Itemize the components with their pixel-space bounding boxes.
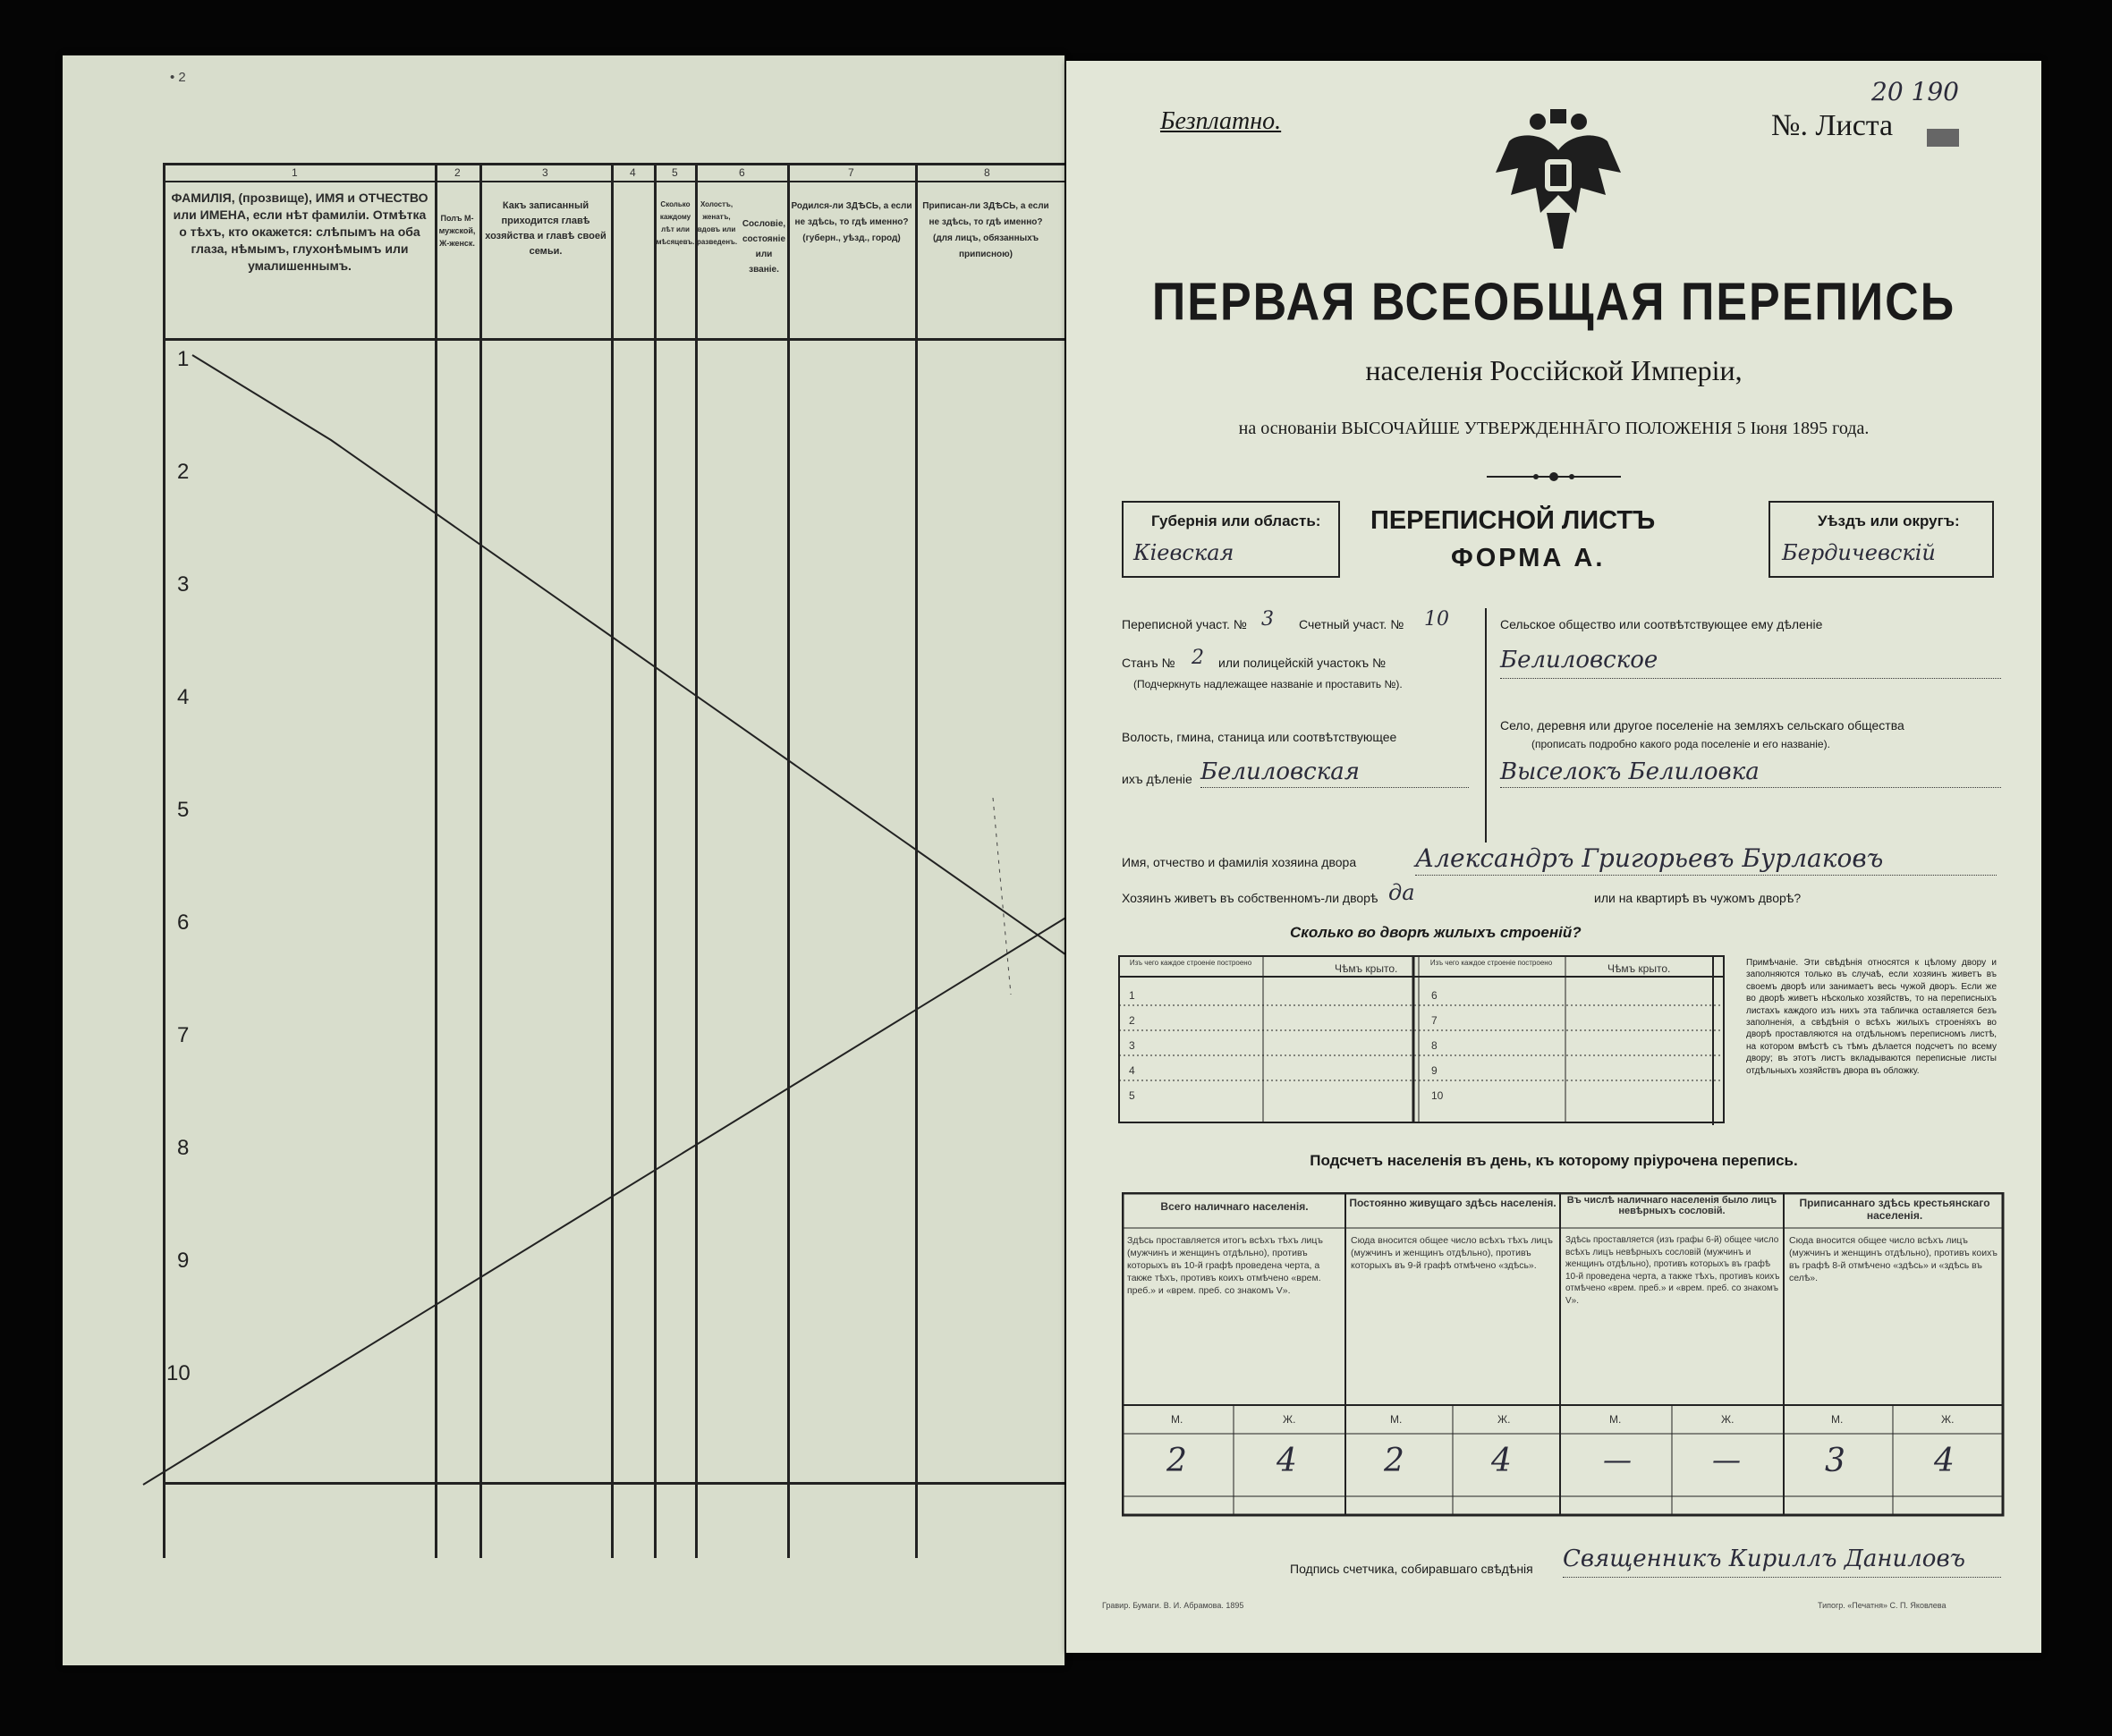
stan-value: 2 bbox=[1192, 647, 1204, 669]
count-title: Подсчетъ населенія въ день, къ которому пріурочена перепись. bbox=[1310, 1152, 1798, 1169]
count-desc-peasant: Сюда вносится общее число всѣхъ лицъ (мужчинъ и женщинъ отдѣльно), противъ коихъ въ графѣ 8-й отмѣчено «здѣсь» и «здѣсь въ селѣ». bbox=[1789, 1235, 1997, 1283]
count-head-peasant: Приписаннаго здѣсь крестьянскаго населенія. bbox=[1799, 1197, 1990, 1222]
count-desc-non-taxable: Здѣсь проставляется (изъ графы 6-й) общее число всѣхъ лицъ невѣрныхъ сословій (мужчинъ и женщинъ отдѣльно), противъ которыхъ въ графѣ 10-й проведена черта, а также тѣхъ, противъ коихъ отмѣчено «врем. преб.» и «врем. преб. со знакомъ V». bbox=[1565, 1235, 1780, 1306]
count-value-peasant-m: 3 bbox=[1825, 1443, 1845, 1479]
village-note: (прописать подробно какого рода поселеніе и его названіе). bbox=[1531, 738, 1830, 750]
m-label: М. bbox=[1831, 1413, 1844, 1426]
row-number: 10 bbox=[166, 1361, 191, 1385]
m-label: М. bbox=[1609, 1413, 1622, 1426]
row-number: 8 bbox=[177, 1136, 190, 1160]
col-header-birthplace: Родился-ли ЗДѢСЬ, а если не здѣсь, то гдѣ именно? (губерн., уѣзд., город) bbox=[791, 201, 912, 243]
printer-right: Типогр. «Печатня» С. П. Яковлева bbox=[1818, 1601, 1947, 1610]
count-desc-permanent: Сюда вносится общее число всѣхъ тѣхъ лицъ (мужчинъ и женщинъ отдѣльно), противъ которыхъ въ 9-й графѣ отмѣчено «здѣсь». bbox=[1351, 1235, 1553, 1271]
ornament bbox=[1487, 468, 1621, 486]
village-label: Село, деревня или другое поселеніе на земляхъ сельскаго общества bbox=[1500, 718, 1904, 733]
signature-value: Священникъ Кириллъ Даниловъ bbox=[1563, 1545, 1965, 1572]
volost-underline bbox=[1200, 787, 1469, 788]
owner-underline bbox=[1415, 875, 1997, 876]
count-desc-total: Здѣсь проставляется итогъ всѣхъ тѣхъ лицъ (мужчинъ и женщинъ отдѣльно), противъ которыхъ въ 10-й графѣ проведена черта, а также тѣхъ, противъ коихъ отмѣчено «врем. преб.» и «врем. преб. со знакомъ V». bbox=[1127, 1235, 1323, 1296]
m-label: М. bbox=[1390, 1413, 1403, 1426]
f-label: Ж. bbox=[1721, 1413, 1735, 1426]
row-number: 5 bbox=[177, 798, 190, 822]
buildings-col-a-right: Изъ чего каждое строеніе построено bbox=[1429, 959, 1553, 967]
remark-text: Примѣчаніе. Эти свѣдѣнія относятся к цѣлому двору и заполняются только въ случаѣ, если хозяинъ живетъ въ своемъ дворѣ или занимаетъ весь чужой дворъ. Если же во дворѣ живетъ нѣсколько хозяйствъ, то на переписныхъ листахъ каждого изъ нихъ эта табличка оставляется безъ заполненія, а свѣдѣнія о всѣхъ жилыхъ строеніяхъ во дворѣ проставляются на отдѣльномъ переписномъ листѣ, на котором вмѣстѣ съ тѣмъ дѣлается подсчетъ по всему двору; въ этотъ листъ вкладываются переписные листы отдѣльныхъ хозяйствъ двора въ обложку. bbox=[1746, 958, 1997, 1076]
gubernia-label: Губернія или область: bbox=[1151, 512, 1321, 529]
basis-line: на основаніи ВЫСОЧАЙШЕ УТВЕРЖДЕННĀГО ПОЛОЖЕНІЯ 5 Іюня 1895 года. bbox=[1238, 419, 1870, 438]
buildings-row: 10 bbox=[1431, 1089, 1444, 1102]
colnum-7: 7 bbox=[848, 166, 854, 179]
gubernia-value: Кіевская bbox=[1133, 540, 1234, 565]
printer-left: Гравир. Бумаги. В. И. Абрамова. 1895 bbox=[1102, 1601, 1244, 1610]
count-value-permanent-m: 2 bbox=[1384, 1443, 1404, 1479]
col-header-sex: Полъ М-мужской, Ж-женск. bbox=[438, 214, 476, 248]
owner-value: Александръ Григорьевъ Бурлаковъ bbox=[1415, 843, 1884, 873]
own-house-value: да bbox=[1388, 880, 1415, 905]
col-header-marital: Холостъ, женатъ, вдовъ или разведенъ. bbox=[697, 200, 738, 246]
buildings-row: 5 bbox=[1129, 1089, 1135, 1102]
col-header-estate: Сословіе, состояніе или званіе. bbox=[742, 219, 786, 275]
f-label: Ж. bbox=[1497, 1413, 1511, 1426]
colnum-8: 8 bbox=[984, 166, 990, 179]
count-value-total-f: 4 bbox=[1277, 1443, 1297, 1479]
buildings-row: 9 bbox=[1431, 1064, 1438, 1077]
form-subtitle: ФОРМА А. bbox=[1451, 544, 1606, 572]
buildings-row: 1 bbox=[1129, 989, 1135, 1002]
colnum-2: 2 bbox=[454, 166, 461, 179]
row-number: 6 bbox=[177, 910, 190, 935]
col-header-name: ФАМИЛІЯ, (прозвище), ИМЯ и ОТЧЕСТВО или ИМЕНА, если нѣт фамиліи. Отмѣтка о тѣхъ, кто окажется: слѣпымъ на оба глаза, нѣмымъ, глухонѣмымъ или умалишеннымъ. bbox=[171, 191, 428, 273]
count-value-non-taxable-f: — bbox=[1712, 1443, 1741, 1477]
volost-label-2: ихъ дѣленіе bbox=[1122, 772, 1192, 786]
uezd-value: Бердичевскій bbox=[1782, 540, 1936, 565]
village-underline bbox=[1500, 787, 2001, 788]
district-divider bbox=[1485, 608, 1487, 843]
col-header-age: Сколько каждому лѣт или мѣсяцевъ. bbox=[656, 200, 695, 246]
count-value-permanent-f: 4 bbox=[1491, 1443, 1512, 1479]
buildings-row: 7 bbox=[1431, 1014, 1438, 1027]
f-label: Ж. bbox=[1283, 1413, 1296, 1426]
census-district-value: 3 bbox=[1261, 608, 1274, 631]
volost-label: Волость, гмина, станица или соотвѣтствующее bbox=[1122, 730, 1397, 744]
page-title: ПЕРВАЯ ВСЕОБЩАЯ ПЕРЕПИСЬ bbox=[1151, 272, 1956, 333]
count-value-peasant-f: 4 bbox=[1934, 1443, 1955, 1479]
row-number: 3 bbox=[177, 572, 190, 597]
rented-label: или на квартирѣ въ чужомъ дворѣ? bbox=[1594, 891, 1802, 905]
sheet-label: №. Листа bbox=[1771, 109, 1894, 142]
signature-underline bbox=[1563, 1577, 2001, 1578]
count-district-label: Счетный участ. № bbox=[1299, 617, 1404, 631]
own-house-label: Хозяинъ живетъ въ собственномъ-ли дворѣ bbox=[1122, 891, 1378, 905]
left-page bbox=[63, 55, 1064, 1665]
count-district-value: 10 bbox=[1424, 608, 1449, 631]
signature-label: Подпись счетчика, собиравшаго свѣдѣнія bbox=[1290, 1562, 1533, 1576]
buildings-row: 4 bbox=[1129, 1064, 1135, 1077]
buildings-table bbox=[1118, 955, 1726, 1125]
society-underline bbox=[1500, 678, 2001, 679]
f-label: Ж. bbox=[1941, 1413, 1955, 1426]
row-number: 4 bbox=[177, 685, 190, 709]
police-label: или полицейскій участокъ № bbox=[1218, 656, 1387, 670]
colnum-4: 4 bbox=[630, 166, 636, 179]
row-number: 9 bbox=[177, 1249, 190, 1273]
buildings-row: 2 bbox=[1129, 1014, 1135, 1027]
double-eagle-emblem bbox=[1491, 106, 1625, 258]
count-head-permanent: Постоянно живущаго здѣсь населенія. bbox=[1349, 1197, 1556, 1209]
census-district-label: Переписной участ. № bbox=[1122, 617, 1247, 631]
col-header-registered: Приписан-ли ЗДѢСЬ, а если не здѣсь, то гдѣ именно? (для лицъ, обязанныхъ приписною) bbox=[922, 201, 1049, 259]
buildings-row: 6 bbox=[1431, 989, 1438, 1002]
right-page bbox=[1066, 61, 2041, 1653]
colnum-5: 5 bbox=[672, 166, 678, 179]
underline-note: (Подчеркнуть надлежащее названіе и проставить №). bbox=[1133, 678, 1403, 690]
page-subtitle: населенія Россійской Имперіи, bbox=[1365, 354, 1743, 386]
buildings-col-b-right: Чѣмъ крыто. bbox=[1607, 962, 1671, 975]
volost-value: Белиловская bbox=[1200, 758, 1360, 785]
village-value: Выселокъ Белиловка bbox=[1500, 758, 1760, 785]
strike-lines bbox=[63, 55, 1064, 1665]
count-value-total-m: 2 bbox=[1166, 1443, 1187, 1479]
remark-divider bbox=[1712, 955, 1714, 1125]
row-number: 2 bbox=[177, 460, 190, 484]
row-number: 7 bbox=[177, 1023, 190, 1047]
society-label: Сельское общество или соотвѣтствующее ему дѣленіе bbox=[1500, 617, 1823, 631]
buildings-col-b: Чѣмъ крыто. bbox=[1335, 962, 1398, 975]
colnum-6: 6 bbox=[739, 166, 745, 179]
sheet-number-box bbox=[1927, 129, 1959, 147]
buildings-row: 3 bbox=[1129, 1039, 1135, 1052]
stan-label: Станъ № bbox=[1122, 656, 1175, 670]
uezd-label: Уѣздъ или округъ: bbox=[1818, 512, 1960, 529]
m-label: М. bbox=[1171, 1413, 1183, 1426]
row-number: 1 bbox=[177, 347, 190, 371]
form-title: ПЕРЕПИСНОЙ ЛИСТЪ bbox=[1370, 506, 1656, 535]
free-label: Безплатно. bbox=[1160, 107, 1282, 135]
top-note: • 2 bbox=[170, 70, 186, 85]
society-value: Белиловское bbox=[1500, 647, 1658, 673]
buildings-col-a: Изъ чего каждое строеніе построено bbox=[1129, 959, 1252, 967]
col-header-relation: Какъ записанный приходится главѣ хозяйства и главѣ своей семьи. bbox=[485, 200, 606, 257]
colnum-1: 1 bbox=[292, 166, 298, 179]
buildings-title: Сколько во дворѣ жилыхъ строеній? bbox=[1290, 924, 1582, 941]
count-head-non-taxable: Въ числѣ наличнаго населенія было лицъ невѣрныхъ сословій. bbox=[1566, 1195, 1777, 1216]
owner-label: Имя, отчество и фамилія хозяина двора bbox=[1122, 855, 1357, 869]
colnum-3: 3 bbox=[542, 166, 548, 179]
sheet-number-handwritten: 20 190 bbox=[1871, 77, 1959, 106]
count-head-total: Всего наличнаго населенія. bbox=[1160, 1200, 1309, 1213]
count-value-non-taxable-m: — bbox=[1603, 1443, 1632, 1477]
buildings-row: 8 bbox=[1431, 1039, 1438, 1052]
